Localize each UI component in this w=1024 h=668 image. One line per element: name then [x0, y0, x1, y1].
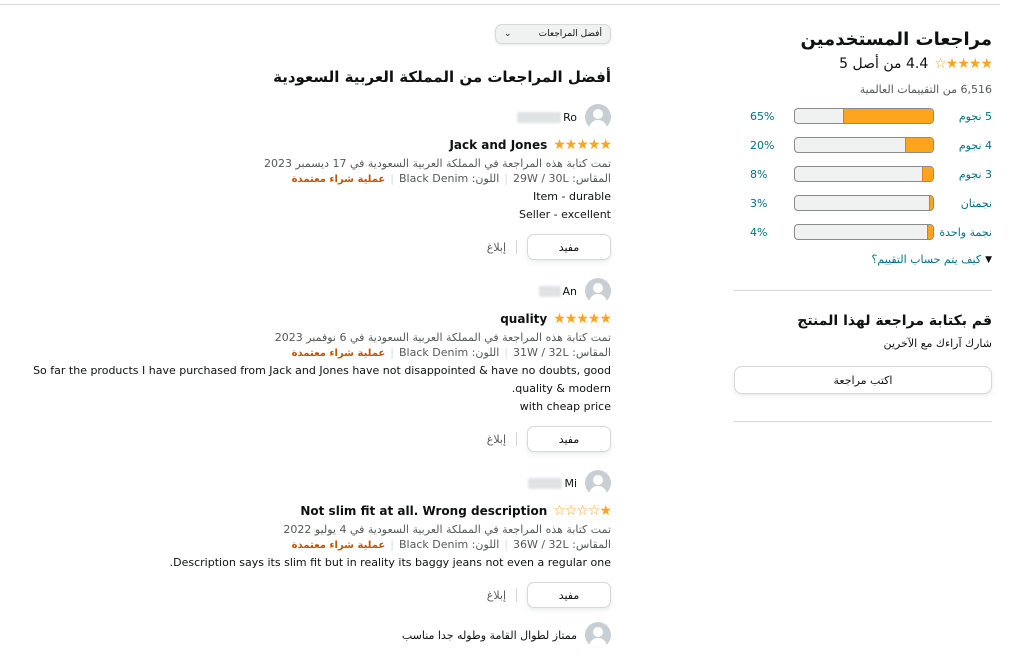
- reviewer-profile[interactable]: [21, 470, 611, 496]
- divider: [516, 240, 517, 254]
- histogram-label[interactable]: 3 نجوم: [958, 167, 992, 181]
- reviewer-profile[interactable]: [21, 622, 611, 648]
- variant-size[interactable]: المقاس: 31W / 32L: [512, 346, 611, 359]
- histogram-bar[interactable]: [794, 195, 934, 211]
- reviewer-name[interactable]: Ro: [517, 111, 577, 124]
- reviewer-profile[interactable]: [21, 104, 611, 130]
- report-link[interactable]: إبلاغ: [486, 432, 506, 446]
- helpful-button[interactable]: مفيد: [527, 234, 611, 260]
- histogram-bar[interactable]: [794, 108, 934, 124]
- review-variant: المقاس: 29W / 30L|اللون: Black Denim|عملية شراء معتمدة: [291, 172, 611, 185]
- verified-purchase-badge: عملية شراء معتمدة: [291, 174, 386, 185]
- chevron-down-icon: ▼: [985, 254, 992, 265]
- avatar-icon: [585, 622, 611, 648]
- top-divider: [0, 4, 1000, 5]
- reviewer-name[interactable]: An: [539, 285, 578, 298]
- histogram-percent[interactable]: 3%: [750, 196, 768, 210]
- histogram-bar[interactable]: [794, 166, 934, 182]
- histogram-row-5[interactable]: [734, 108, 992, 124]
- review-title[interactable]: quality: [500, 312, 548, 326]
- histogram-row-1[interactable]: [734, 224, 992, 240]
- report-link[interactable]: إبلاغ: [486, 588, 506, 602]
- histogram-bar[interactable]: [794, 224, 934, 240]
- variant-color[interactable]: اللون: Black Denim: [398, 346, 500, 359]
- histogram-bar-fill: [905, 138, 933, 152]
- histogram-row-2[interactable]: [734, 195, 992, 211]
- review-body: Item - durable Seller - excellent: [519, 190, 611, 221]
- histogram-percent[interactable]: 8%: [750, 167, 768, 181]
- divider: [734, 290, 992, 291]
- helpful-button[interactable]: مفيد: [527, 582, 611, 608]
- report-link[interactable]: إبلاغ: [486, 240, 506, 254]
- variant-size[interactable]: المقاس: 36W / 32L: [512, 538, 611, 551]
- review-actions: [21, 426, 611, 452]
- variant-color[interactable]: اللون: Black Denim: [398, 538, 500, 551]
- blurred-name: [539, 286, 561, 297]
- histogram-bar-fill: [922, 167, 933, 181]
- histogram-percent[interactable]: 65%: [750, 109, 775, 123]
- review-stars-icon: ★★★★★: [553, 311, 611, 327]
- histogram-label[interactable]: 5 نجوم: [958, 109, 992, 123]
- divider: [516, 432, 517, 446]
- review-date: تمت كتابة هذه المراجعة في المملكة العربية السعودية في 6 نوفمبر 2023: [274, 331, 611, 344]
- histogram-bar[interactable]: [794, 137, 934, 153]
- review-body: Description says its slim fit but in reality its baggy jeans not even a regular one.: [169, 556, 611, 569]
- sort-dropdown[interactable]: [495, 24, 611, 44]
- verified-purchase-badge: عملية شراء معتمدة: [291, 540, 386, 551]
- review-actions: [21, 582, 611, 608]
- variant-size[interactable]: المقاس: 29W / 30L: [512, 172, 611, 185]
- blurred-name: [528, 478, 562, 489]
- helpful-button[interactable]: مفيد: [527, 426, 611, 452]
- review-title-row[interactable]: [21, 310, 611, 328]
- avatar-icon: [585, 470, 611, 496]
- review-title[interactable]: Not slim fit at all. Wrong description: [300, 504, 548, 518]
- verified-purchase-badge: عملية شراء معتمدة: [291, 348, 386, 359]
- write-review-heading: قم بكتابة مراجعة لهذا المنتج: [797, 313, 992, 329]
- review-title-row[interactable]: [21, 136, 611, 154]
- how-ratings-calculated-link[interactable]: [734, 253, 992, 266]
- histogram-label[interactable]: 4 نجوم: [958, 138, 992, 152]
- review-stars-icon: ★★★★★: [553, 137, 611, 153]
- average-rating-row[interactable]: [734, 53, 992, 75]
- histogram-percent[interactable]: 4%: [750, 225, 768, 239]
- ratings-summary: [734, 28, 992, 422]
- global-ratings-count: 6,516 من التقييمات العالمية: [859, 83, 992, 96]
- review-title[interactable]: Jack and Jones: [449, 138, 548, 152]
- reviewer-name[interactable]: ممتاز لطوال القامة وطوله جدا مناسب: [401, 628, 577, 642]
- histogram-percent[interactable]: 20%: [750, 138, 775, 152]
- review-date: تمت كتابة هذه المراجعة في المملكة العربية السعودية في 17 ديسمبر 2023: [263, 157, 611, 170]
- reviews-list: [21, 24, 611, 648]
- histogram-row-4[interactable]: [734, 137, 992, 153]
- histogram-bar-fill: [843, 109, 933, 123]
- review-stars-icon: ★☆☆☆☆: [553, 503, 611, 519]
- histogram-bar-fill: [929, 196, 933, 210]
- how-ratings-text: كيف يتم حساب التقييم؟: [871, 253, 982, 266]
- histogram-label[interactable]: نجمتان: [960, 196, 992, 210]
- avatar-icon: [585, 104, 611, 130]
- review-item: [21, 104, 611, 260]
- customer-reviews-heading: مراجعات المستخدمين: [800, 29, 992, 50]
- review-variant: المقاس: 36W / 32L|اللون: Black Denim|عملية شراء معتمدة: [291, 538, 611, 551]
- review-actions: [21, 234, 611, 260]
- divider: [516, 588, 517, 602]
- review-item: [21, 622, 611, 648]
- blurred-name: [517, 112, 561, 123]
- review-item: [21, 470, 611, 608]
- average-stars-icon: ★★★★☆: [934, 56, 992, 72]
- top-reviews-heading: أفضل المراجعات من المملكة العربية السعودية: [273, 68, 611, 86]
- divider: [734, 421, 992, 422]
- average-rating-text: 4.4 من أصل 5: [839, 56, 929, 72]
- write-review-section: [734, 313, 992, 394]
- histogram-bar-fill: [927, 225, 933, 239]
- review-item: [21, 278, 611, 452]
- histogram-row-3[interactable]: [734, 166, 992, 182]
- review-title-row[interactable]: [21, 502, 611, 520]
- reviewer-profile[interactable]: [21, 278, 611, 304]
- avatar-icon: [585, 278, 611, 304]
- sort-label: أفضل المراجعات: [538, 29, 602, 39]
- variant-color[interactable]: اللون: Black Denim: [398, 172, 500, 185]
- review-date: تمت كتابة هذه المراجعة في المملكة العربية السعودية في 4 يوليو 2022: [283, 523, 611, 536]
- histogram-label[interactable]: نجمة واحدة: [939, 225, 992, 239]
- review-variant: المقاس: 31W / 32L|اللون: Black Denim|عملية شراء معتمدة: [291, 346, 611, 359]
- write-review-subtext: شارك آراءك مع الآخرين: [883, 337, 992, 350]
- rating-histogram: [734, 108, 992, 240]
- write-review-button[interactable]: اكتب مراجعة: [734, 366, 992, 394]
- reviewer-name[interactable]: Mi: [528, 477, 577, 490]
- chevron-down-icon: ⌄: [504, 29, 512, 39]
- review-body: So far the products I have purchased from Jack and Jones have not disappointed & have no doubts, good quality & modern. with cheap price: [33, 364, 611, 413]
